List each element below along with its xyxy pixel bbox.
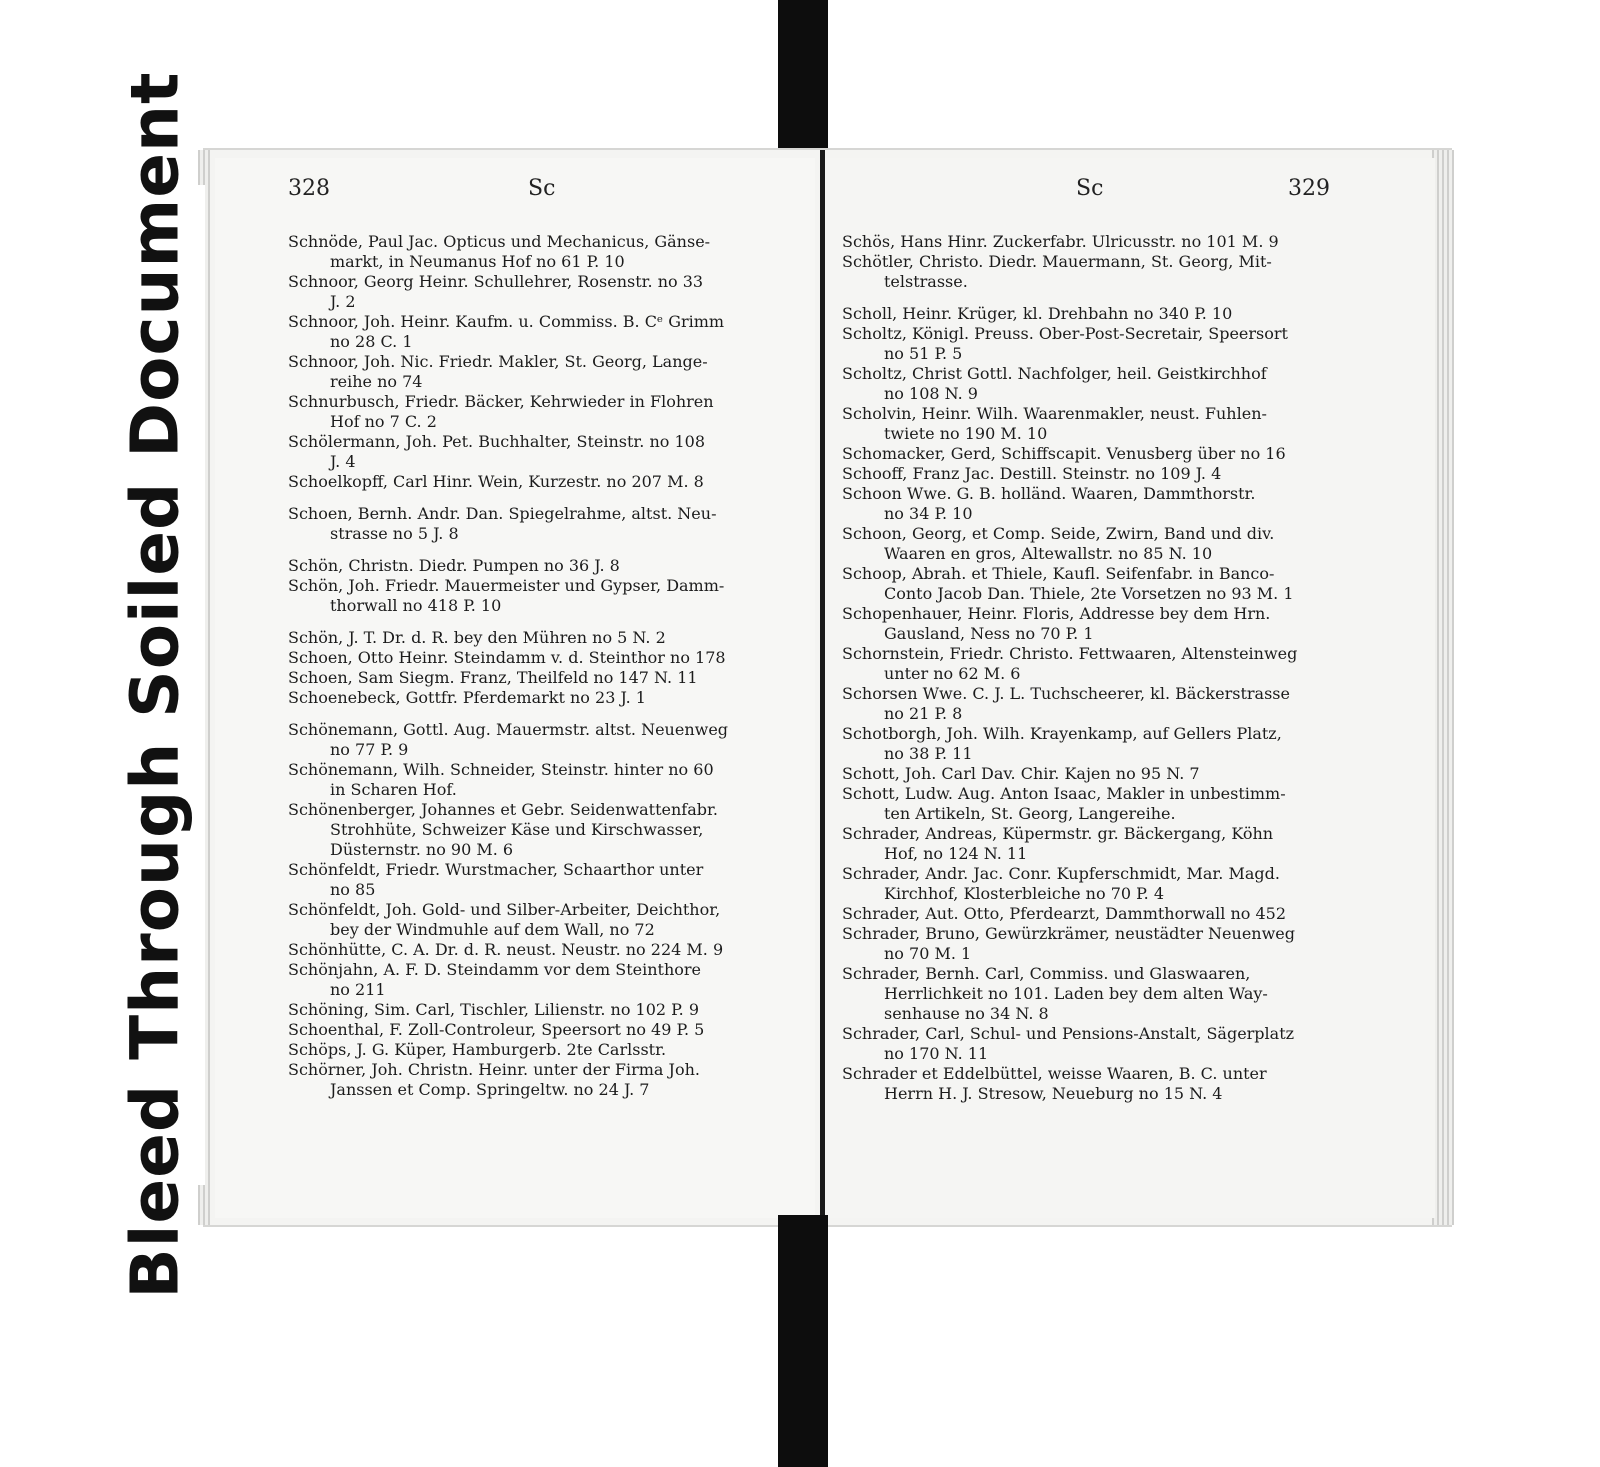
entry-line: Schoelkopff, Carl Hinr. Wein, Kurzestr. no 207 M. 8 <box>288 472 704 491</box>
entry-continuation: strasse no 5 J. 8 <box>330 524 459 543</box>
entry-line: Schrader, Aut. Otto, Pferdearzt, Dammthorwall no 452 <box>842 904 1287 923</box>
directory-entry <box>288 1060 788 1100</box>
directory-entry <box>288 940 788 960</box>
entry-line: Schötler, Christo. Diedr. Mauermann, St. Georg, Mit- <box>842 252 1272 271</box>
entry-line: Schooff, Franz Jac. Destill. Steinstr. no 109 J. 4 <box>842 464 1222 483</box>
directory-entry <box>288 688 788 708</box>
entry-line: Schöps, J. G. Küper, Hamburgerb. 2te Carlsstr. <box>288 1040 667 1059</box>
entry-line: Schott, Ludw. Aug. Anton Isaac, Makler in unbestimm- <box>842 784 1286 803</box>
directory-entry <box>842 1024 1342 1064</box>
left-entry-list <box>288 232 788 1100</box>
directory-entry <box>842 864 1342 904</box>
entry-line: Schrader et Eddelbüttel, weisse Waaren, B. C. unter <box>842 1064 1267 1083</box>
right-running-head: Sc <box>1076 176 1104 201</box>
entry-line: Schnurbusch, Friedr. Bäcker, Kehrwieder in Flohren <box>288 392 714 411</box>
entry-line: Schölermann, Joh. Pet. Buchhalter, Steinstr. no 108 <box>288 432 706 451</box>
entry-continuation: markt, in Neumanus Hof no 61 P. 10 <box>330 252 625 271</box>
entry-line: Schös, Hans Hinr. Zuckerfabr. Ulricusstr. no 101 M. 9 <box>842 232 1279 251</box>
entry-line: Scholtz, Königl. Preuss. Ober-Post-Secretair, Speersort <box>842 324 1288 343</box>
entry-line: Schoen, Sam Siegm. Franz, Theilfeld no 147 N. 11 <box>288 668 698 687</box>
entry-line: Schott, Joh. Carl Dav. Chir. Kajen no 95 N. 7 <box>842 764 1200 783</box>
entry-line: Schnoor, Joh. Nic. Friedr. Makler, St. Georg, Lange- <box>288 352 708 371</box>
entry-continuation: no 51 P. 5 <box>884 344 963 363</box>
entry-continuation: Herrlichkeit no 101. Laden bey dem alten Way-senhause no 34 N. 8 <box>884 984 1268 1023</box>
directory-entry <box>842 764 1342 784</box>
directory-entry <box>288 232 788 272</box>
entry-line: Schön, J. T. Dr. d. R. bey den Mühren no 5 N. 2 <box>288 628 666 647</box>
directory-entry <box>288 312 788 352</box>
entry-continuation: telstrasse. <box>884 272 968 291</box>
gutter <box>820 150 825 1225</box>
directory-entry <box>288 472 788 492</box>
directory-entry <box>842 324 1342 364</box>
directory-entry <box>288 720 788 760</box>
entry-continuation: Waaren en gros, Altewallstr. no 85 N. 10 <box>884 544 1213 563</box>
directory-entry <box>842 644 1342 684</box>
entry-line: Schönemann, Wilh. Schneider, Steinstr. hinter no 60 <box>288 760 714 779</box>
directory-entry <box>288 576 788 616</box>
entry-line: Scholtz, Christ Gottl. Nachfolger, heil. Geistkirchhof <box>842 364 1267 383</box>
entry-continuation: no 77 P. 9 <box>330 740 409 759</box>
entry-continuation: ten Artikeln, St. Georg, Langereihe. <box>884 804 1176 823</box>
entry-line: Schorsen Wwe. C. J. L. Tuchscheerer, kl. Bäckerstrasse <box>842 684 1290 703</box>
entry-line: Schönfeldt, Friedr. Wurstmacher, Schaarthor unter <box>288 860 704 879</box>
entry-line: Schotborgh, Joh. Wilh. Krayenkamp, auf Gellers Platz, <box>842 724 1282 743</box>
directory-entry <box>842 1064 1342 1104</box>
entry-continuation: no 38 P. 11 <box>884 744 973 763</box>
entry-continuation: Hof no 7 C. 2 <box>330 412 437 431</box>
entry-continuation: no 170 N. 11 <box>884 1044 989 1063</box>
left-running-head: Sc <box>528 176 556 201</box>
entry-line: Schoenebeck, Gottfr. Pferdemarkt no 23 J. 1 <box>288 688 646 707</box>
entry-continuation: no 108 N. 9 <box>884 384 978 403</box>
directory-entry <box>288 960 788 1000</box>
entry-line: Schrader, Andreas, Küpermstr. gr. Bäckergang, Köhn <box>842 824 1274 843</box>
entry-line: Schoon, Georg, et Comp. Seide, Zwirn, Band und div. <box>842 524 1275 543</box>
entry-continuation: Hof, no 124 N. 11 <box>884 844 1028 863</box>
entry-line: Schrader, Bruno, Gewürzkrämer, neustädter Neuenweg <box>842 924 1296 943</box>
entry-line: Schornstein, Friedr. Christo. Fettwaaren, Altensteinweg <box>842 644 1298 663</box>
entry-continuation: no 34 P. 10 <box>884 504 973 523</box>
entry-continuation: no 211 <box>330 980 386 999</box>
entry-continuation: Strohhüte, Schweizer Käse und Kirschwasser, Düsternstr. no 90 M. 6 <box>330 820 704 859</box>
directory-entry <box>288 668 788 688</box>
left-page-number: 328 <box>288 176 330 201</box>
entry-line: Schön, Christn. Diedr. Pumpen no 36 J. 8 <box>288 556 620 575</box>
directory-entry <box>288 900 788 940</box>
entry-line: Schöning, Sim. Carl, Tischler, Lilienstr. no 102 P. 9 <box>288 1000 700 1019</box>
entry-continuation: no 85 <box>330 880 376 899</box>
directory-entry <box>842 444 1342 464</box>
directory-entry <box>288 352 788 392</box>
entry-continuation: Herrn H. J. Stresow, Neueburg no 15 N. 4 <box>884 1084 1223 1103</box>
directory-entry <box>288 800 788 860</box>
entry-line: Schön, Joh. Friedr. Mauermeister und Gypser, Damm- <box>288 576 725 595</box>
directory-entry <box>288 272 788 312</box>
entry-line: Schönhütte, C. A. Dr. d. R. neust. Neustr. no 224 M. 9 <box>288 940 724 959</box>
entry-line: Schoop, Abrah. et Thiele, Kaufl. Seifenfabr. in Banco- <box>842 564 1275 583</box>
entry-continuation: no 21 P. 8 <box>884 704 963 723</box>
directory-entry <box>842 604 1342 644</box>
entry-line: Schoenthal, F. Zoll-Controleur, Speersort no 49 P. 5 <box>288 1020 705 1039</box>
right-page-number: 329 <box>1288 176 1330 201</box>
entry-line: Scholvin, Heinr. Wilh. Waarenmakler, neust. Fuhlen- <box>842 404 1267 423</box>
directory-entry <box>842 684 1342 724</box>
entry-line: Schrader, Carl, Schul- und Pensions-Anstalt, Sägerplatz <box>842 1024 1295 1043</box>
entry-continuation: Gausland, Ness no 70 P. 1 <box>884 624 1094 643</box>
directory-entry <box>288 860 788 900</box>
directory-entry <box>842 364 1342 404</box>
entry-line: Schönjahn, A. F. D. Steindamm vor dem Steinthore <box>288 960 702 979</box>
entry-line: Schönenberger, Johannes et Gebr. Seidenwattenfabr. <box>288 800 718 819</box>
directory-entry <box>288 1040 788 1060</box>
entry-line: Schnoor, Georg Heinr. Schullehrer, Rosenstr. no 33 <box>288 272 704 291</box>
directory-entry <box>288 432 788 472</box>
directory-entry <box>288 504 788 544</box>
directory-entry <box>842 464 1342 484</box>
spine-band-bottom <box>778 1215 828 1467</box>
spine-band-top <box>778 0 828 152</box>
entry-line: Schoen, Otto Heinr. Steindamm v. d. Steinthor no 178 <box>288 648 726 667</box>
directory-entry <box>842 784 1342 824</box>
directory-entry <box>842 304 1342 324</box>
entry-continuation: Janssen et Comp. Springeltw. no 24 J. 7 <box>330 1080 650 1099</box>
right-entry-list <box>842 232 1342 1104</box>
entry-continuation: bey der Windmuhle auf dem Wall, no 72 <box>330 920 655 939</box>
directory-entry <box>842 484 1342 524</box>
entry-continuation: Conto Jacob Dan. Thiele, 2te Vorsetzen no 93 M. 1 <box>884 584 1294 603</box>
directory-entry <box>842 232 1342 252</box>
entry-line: Schörner, Joh. Christn. Heinr. unter der Firma Joh. <box>288 1060 700 1079</box>
entry-continuation: thorwall no 418 P. 10 <box>330 596 502 615</box>
entry-continuation: in Scharen Hof. <box>330 780 457 799</box>
entry-line: Schrader, Andr. Jac. Conr. Kupferschmidt, Mar. Magd. <box>842 864 1280 883</box>
directory-entry <box>842 404 1342 444</box>
directory-entry <box>288 628 788 648</box>
entry-continuation: unter no 62 M. 6 <box>884 664 1021 683</box>
directory-entry <box>842 524 1342 564</box>
directory-entry <box>288 760 788 800</box>
directory-entry <box>288 392 788 432</box>
entry-line: Schnoor, Joh. Heinr. Kaufm. u. Commiss. B. Cᵉ Grimm <box>288 312 725 331</box>
entry-continuation: Kirchhof, Klosterbleiche no 70 P. 4 <box>884 884 1165 903</box>
entry-line: Schopenhauer, Heinr. Floris, Addresse bey dem Hrn. <box>842 604 1271 623</box>
page-edge-right <box>1432 150 1454 1225</box>
directory-entry <box>288 1020 788 1040</box>
entry-line: Schoon Wwe. G. B. holländ. Waaren, Dammthorstr. <box>842 484 1256 503</box>
entry-continuation: twiete no 190 M. 10 <box>884 424 1048 443</box>
directory-entry <box>288 556 788 576</box>
directory-entry <box>842 724 1342 764</box>
entry-line: Schrader, Bernh. Carl, Commiss. und Glaswaaren, <box>842 964 1251 983</box>
directory-entry <box>842 252 1342 292</box>
entry-line: Schnöde, Paul Jac. Opticus und Mechanicus, Gänse- <box>288 232 711 251</box>
entry-line: Scholl, Heinr. Krüger, kl. Drehbahn no 340 P. 10 <box>842 304 1233 323</box>
directory-entry <box>288 1000 788 1020</box>
directory-entry <box>842 964 1342 1024</box>
entry-line: Schomacker, Gerd, Schiffscapit. Venusberg über no 16 <box>842 444 1286 463</box>
directory-entry <box>842 924 1342 964</box>
directory-entry <box>842 824 1342 864</box>
entry-line: Schönemann, Gottl. Aug. Mauermstr. altst. Neuenweg <box>288 720 729 739</box>
entry-continuation: J. 2 <box>330 292 356 311</box>
entry-continuation: reihe no 74 <box>330 372 423 391</box>
directory-entry <box>842 904 1342 924</box>
directory-entry <box>288 648 788 668</box>
entry-line: Schoen, Bernh. Andr. Dan. Spiegelrahme, altst. Neu- <box>288 504 717 523</box>
entry-line: Schönfeldt, Joh. Gold- und Silber-Arbeiter, Deichthor, <box>288 900 721 919</box>
directory-entry <box>842 564 1342 604</box>
entry-continuation: J. 4 <box>330 452 356 471</box>
entry-continuation: no 70 M. 1 <box>884 944 972 963</box>
stamp-label: Bleed Through Soiled Document <box>116 71 194 1299</box>
entry-continuation: no 28 C. 1 <box>330 332 413 351</box>
